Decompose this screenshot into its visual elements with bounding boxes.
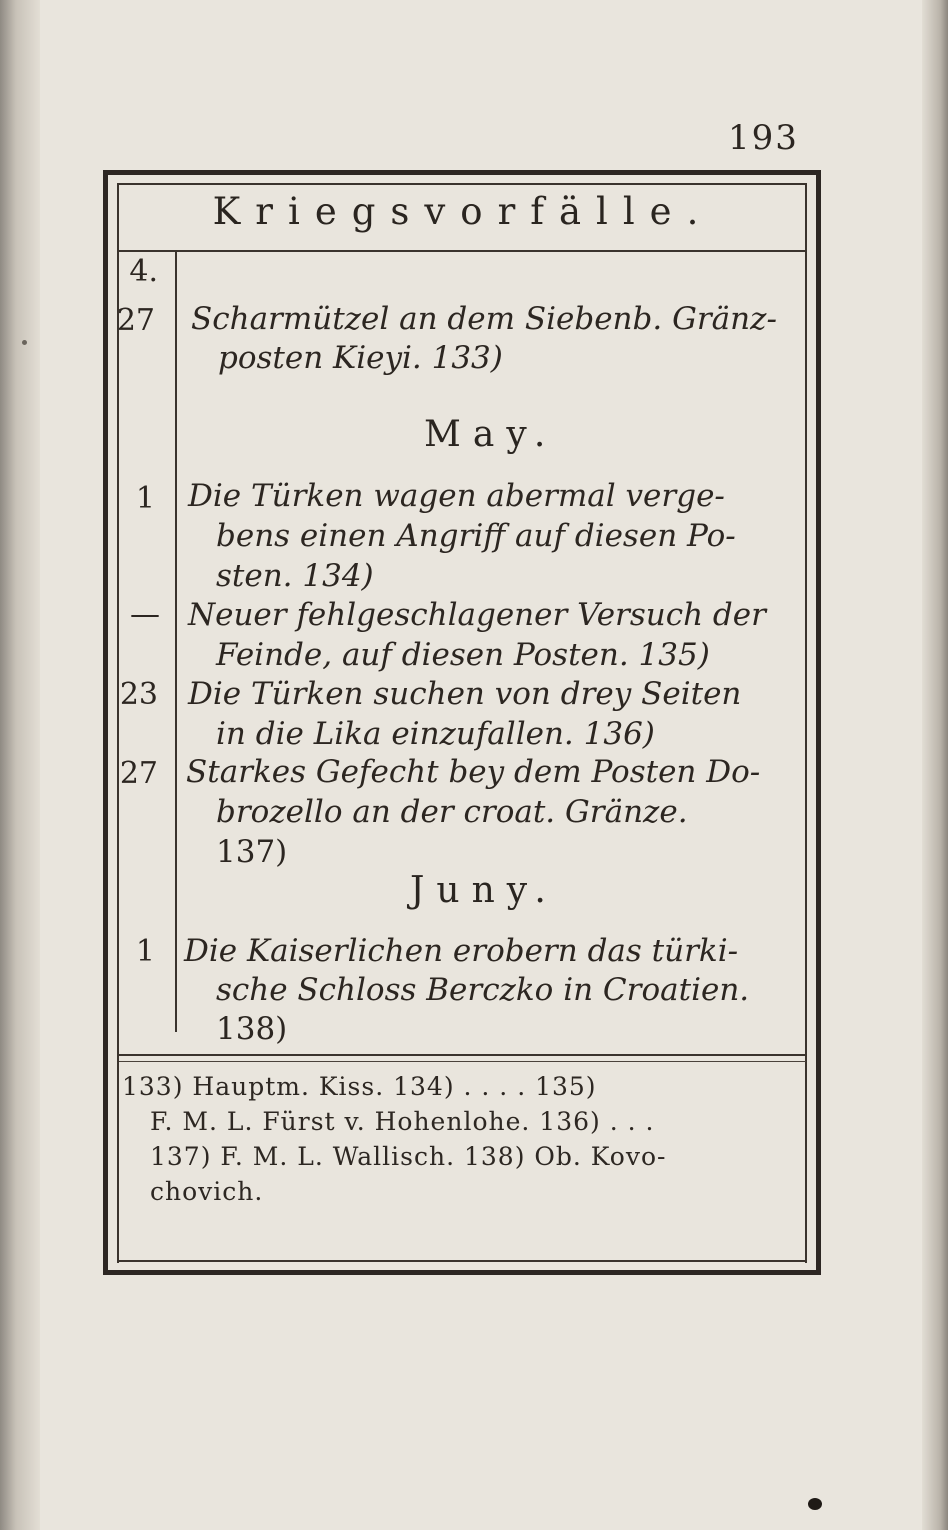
entry-line: Feinde, auf diesen Posten. 135)	[216, 637, 710, 673]
entry-line: Starkes Gefecht bey dem Posten Do-	[186, 754, 761, 790]
footnote-line: 137) F. M. L. Wallisch. 138) Ob. Kovo-	[150, 1142, 667, 1171]
title-rule	[119, 250, 806, 252]
entry-line: Die Türken suchen von drey Seiten	[188, 676, 742, 712]
ink-speck	[22, 340, 27, 345]
page-edge	[922, 0, 948, 1530]
column-head: 4.	[129, 254, 158, 289]
book-gutter	[0, 0, 40, 1530]
entry-date: 1	[135, 481, 155, 516]
date-column-rule	[175, 252, 177, 1032]
footnote-line: 133) Hauptm. Kiss. 134) . . . . 135)	[122, 1072, 597, 1101]
entry-line: posten Kieyi. 133)	[218, 340, 503, 376]
entry-line: Die Kaiserlichen erobern das türki-	[184, 933, 739, 969]
entry-line: 138)	[216, 1011, 288, 1047]
entry-date: 27	[119, 756, 158, 791]
entry-date: 1	[135, 934, 155, 969]
footnote-rule-thin	[119, 1061, 806, 1062]
entry-line: Neuer fehlgeschlagener Versuch der	[188, 597, 766, 633]
month-heading-may: May.	[424, 414, 558, 455]
entry-date: 23	[119, 677, 158, 712]
footnote-line: chovich.	[150, 1177, 264, 1206]
footnote-rule	[119, 1054, 806, 1056]
ink-stain	[808, 1498, 822, 1510]
entry-line: 137)	[216, 834, 288, 870]
entry-line: bens einen Angriff auf diesen Po-	[216, 518, 736, 554]
month-heading-juny: Juny.	[410, 870, 558, 911]
entry-line: Scharmützel an dem Siebenb. Gränz-	[191, 301, 777, 337]
footnote-line: F. M. L. Fürst v. Hohenlohe. 136) . . .	[150, 1107, 655, 1136]
entry-line: sche Schloss Berczko in Croatien.	[216, 972, 750, 1008]
entry-line: in die Lika einzufallen. 136)	[216, 716, 655, 752]
entry-line: Die Türken wagen abermal verge-	[188, 478, 725, 514]
entry-date: —	[130, 597, 160, 632]
entry-date: 27	[116, 303, 155, 338]
page-number: 193	[728, 118, 799, 158]
entry-line: sten. 134)	[216, 558, 374, 594]
bottom-rule	[119, 1260, 806, 1262]
page-title: Kriegsvorfälle.	[212, 190, 714, 233]
entry-line: brozello an der croat. Gränze.	[216, 794, 688, 830]
